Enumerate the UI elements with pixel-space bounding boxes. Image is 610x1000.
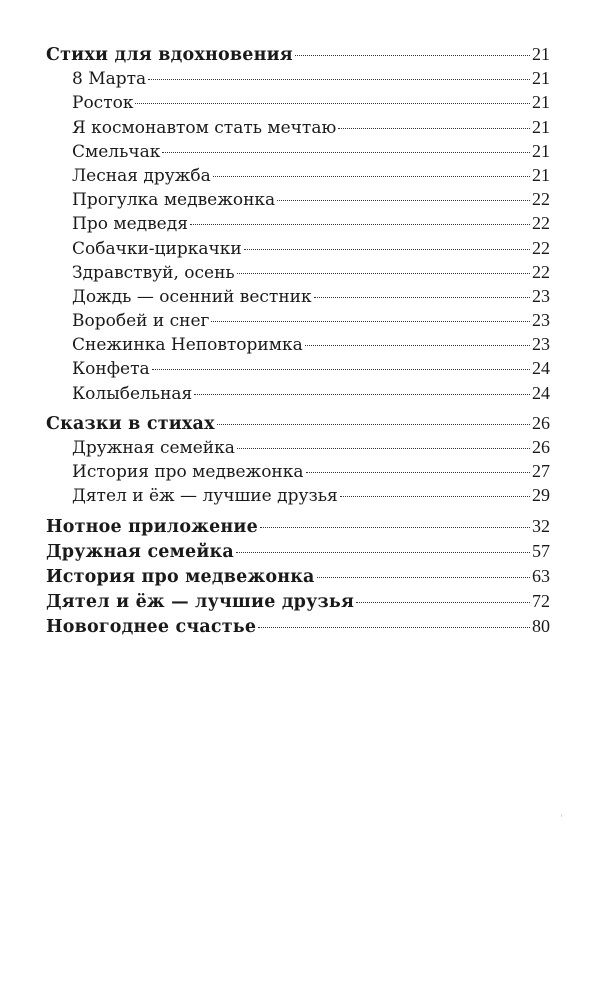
toc-entry-title: Нотное приложение — [46, 516, 258, 537]
toc-leader-dots — [211, 321, 530, 322]
toc-entry-page: 23 — [532, 334, 550, 355]
toc-leader-dots — [314, 297, 530, 298]
toc-leader-dots — [194, 394, 530, 395]
toc-leader-dots — [295, 55, 530, 56]
toc-leader-dots — [162, 152, 530, 153]
toc-leader-dots — [260, 527, 530, 528]
toc-leader-dots — [236, 552, 530, 553]
toc-entry-title: История про медвежонка — [46, 566, 315, 587]
toc-entry-page: 26 — [532, 437, 550, 457]
toc-entry-page: 21 — [532, 44, 550, 64]
toc-leader-dots — [340, 496, 530, 497]
toc-section-friendly-family — [46, 539, 550, 564]
toc-leader-dots — [244, 249, 530, 250]
toc-entry-title: Конфета — [72, 359, 150, 380]
toc-entry — [46, 435, 550, 459]
toc-leader-dots — [317, 577, 530, 578]
toc-entry-page: 63 — [532, 565, 550, 586]
toc-entry-page: 72 — [532, 590, 550, 611]
toc-section-poems — [46, 42, 550, 66]
toc-entry — [46, 284, 550, 308]
toc-entry-title: Про медведя — [72, 214, 188, 235]
toc-entry-title: Воробей и снег — [72, 311, 210, 332]
toc-entry-title: Дружная семейка — [72, 438, 235, 458]
toc-section-woodpecker-hedgehog — [46, 589, 550, 614]
toc-entry-title: 8 Марта — [72, 69, 147, 90]
toc-leader-dots — [277, 200, 530, 201]
toc-entry-page: 21 — [532, 92, 550, 113]
toc-entry-title: Росток — [72, 93, 134, 114]
toc-entry-page: 29 — [532, 485, 550, 506]
toc-entry-page: 21 — [532, 68, 550, 89]
toc-entry-title: Смельчак — [72, 141, 161, 162]
toc-leader-dots — [237, 448, 530, 449]
toc-entry-page: 22 — [532, 213, 550, 234]
toc-entry — [46, 115, 550, 139]
toc-entry — [46, 308, 550, 332]
toc-entry-page: 57 — [532, 540, 550, 561]
toc-entry-title: Здравствуй, осень — [72, 262, 235, 283]
toc-entry-title: Стихи для вдохновения — [46, 45, 293, 65]
toc-entry-page: 80 — [532, 615, 550, 636]
toc-entry-title: Новогоднее счастье — [46, 616, 257, 637]
toc-leader-dots — [338, 128, 530, 129]
toc-entry — [46, 381, 550, 405]
toc-leader-dots — [306, 472, 530, 473]
toc-entry — [46, 139, 550, 163]
toc-section-sheet-music — [46, 514, 550, 539]
toc-leader-dots — [356, 602, 530, 603]
toc-entry — [46, 66, 550, 90]
toc-entry-title: Дождь — осенний вестник — [72, 286, 312, 307]
toc-section-bear-cub-story — [46, 564, 550, 589]
toc-entry-title: Снежинка Неповторимка — [72, 335, 303, 356]
toc-leader-dots — [190, 224, 530, 225]
toc-entry-page: 22 — [532, 237, 550, 258]
toc-entry — [46, 459, 550, 483]
toc-entry-title: Собачки-циркачки — [72, 238, 242, 259]
toc-leader-dots — [152, 369, 530, 370]
toc-entry — [46, 90, 550, 114]
toc-entry — [46, 236, 550, 260]
toc-leader-dots — [148, 79, 530, 80]
toc-entry-title: Я космонавтом стать мечтаю — [72, 117, 337, 138]
toc-entry — [46, 332, 550, 356]
toc-entry — [46, 356, 550, 380]
toc-section-tales — [46, 411, 550, 435]
toc-entry-page: 21 — [532, 140, 550, 161]
scan-speck — [561, 814, 562, 817]
table-of-contents — [46, 42, 550, 639]
toc-entry-title: Дятел и ёж — лучшие друзья — [46, 591, 355, 612]
toc-leader-dots — [305, 345, 530, 346]
toc-entry-title: Сказки в стихах — [46, 413, 215, 434]
toc-entry-title: Прогулка медвежонка — [72, 190, 276, 211]
toc-entry-title: Дружная семейка — [46, 541, 234, 562]
toc-entry-page: 23 — [532, 285, 550, 306]
toc-entry-page: 27 — [532, 461, 550, 482]
toc-entry — [46, 163, 550, 187]
toc-entry-page: 22 — [532, 261, 550, 282]
toc-leader-dots — [135, 103, 530, 104]
toc-leader-dots — [258, 627, 530, 628]
toc-entry-page: 23 — [532, 310, 550, 331]
toc-entry-page: 21 — [532, 164, 550, 185]
toc-entry — [46, 260, 550, 284]
toc-entry — [46, 187, 550, 211]
toc-entry-page: 21 — [532, 116, 550, 137]
toc-entry — [46, 483, 550, 507]
toc-leader-dots — [217, 424, 530, 425]
toc-entry-page: 26 — [532, 412, 550, 433]
toc-entry-title: Колыбельная — [72, 383, 193, 404]
toc-entry-page: 24 — [532, 382, 550, 403]
toc-entry-page: 32 — [532, 515, 550, 536]
toc-entry-title: Дятел и ёж — лучшие друзья — [72, 486, 338, 507]
toc-leader-dots — [237, 273, 530, 274]
toc-entry-title: История про медвежонка — [72, 462, 304, 483]
toc-leader-dots — [213, 176, 530, 177]
toc-entry-page: 22 — [532, 189, 550, 210]
toc-section-new-year-happiness — [46, 614, 550, 639]
toc-entry-title: Лесная дружба — [72, 165, 211, 186]
toc-entry-page: 24 — [532, 358, 550, 379]
toc-entry — [46, 211, 550, 235]
